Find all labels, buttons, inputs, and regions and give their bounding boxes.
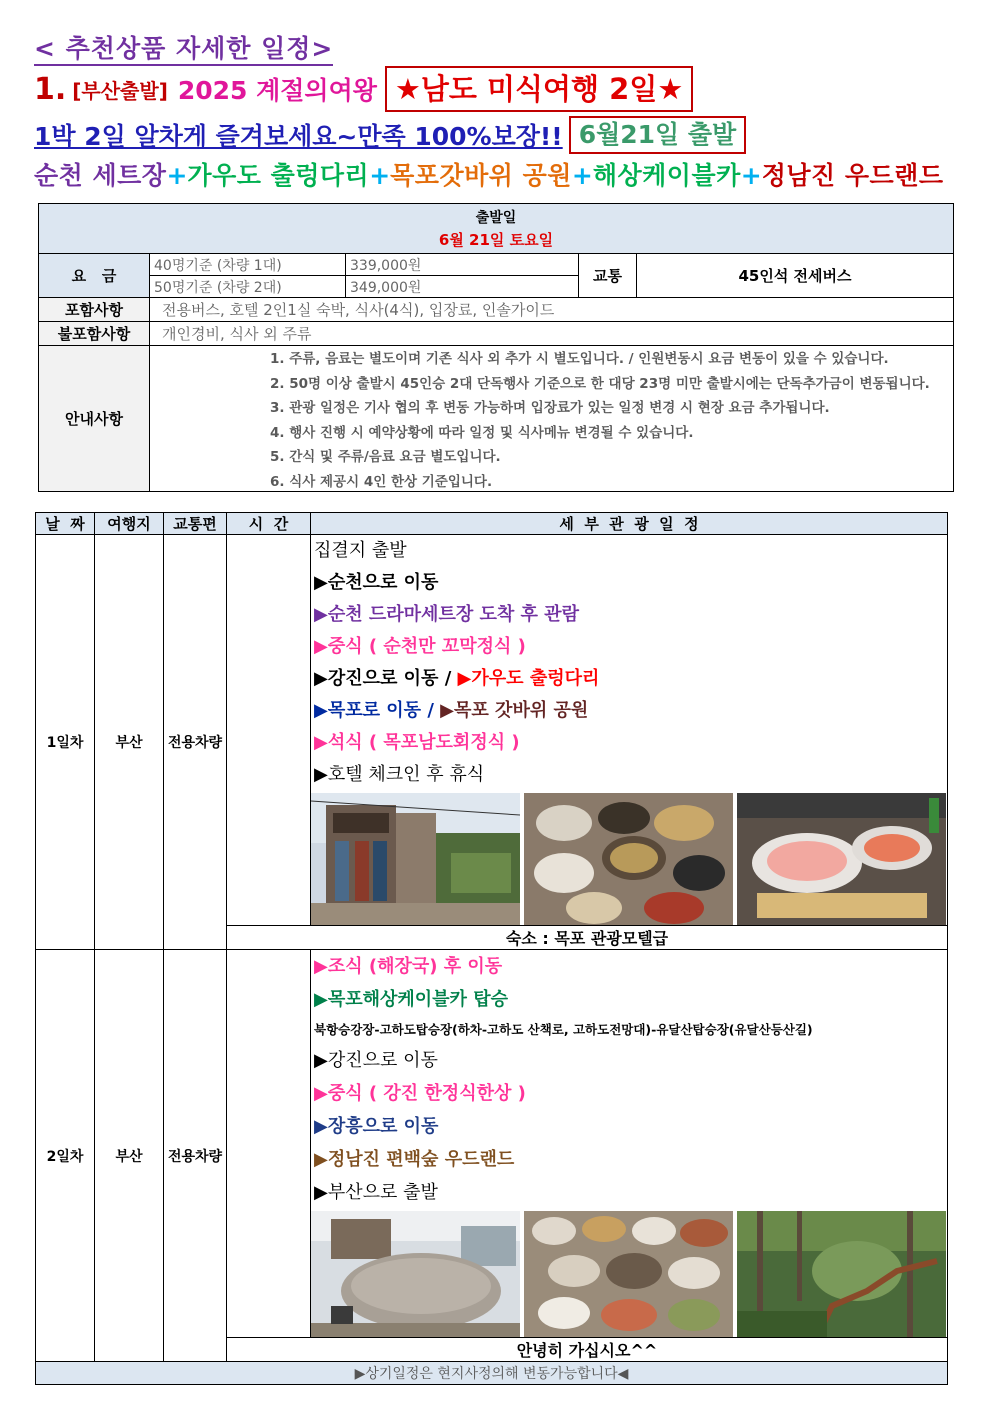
itinerary-text: 순천 드라마세트장 도착 후 관람 (327, 604, 579, 625)
day1-place: 부산 (95, 535, 164, 950)
notice-item: 1. 주류, 음료는 별도이며 기존 식사 외 추가 시 별도입니다. / 인원변동시 요금 변동이 있을 수 있습니다. (270, 351, 889, 367)
highlight-item: 해상케이블카 (592, 161, 741, 190)
cable-car-stone-photo (311, 1211, 520, 1337)
departure-label: 출발일 (475, 209, 517, 226)
itinerary-item (314, 663, 947, 695)
day1-detail (311, 535, 948, 926)
highlight-plus: + (740, 161, 762, 190)
price-label: 요 금 (39, 254, 150, 298)
day1-time (227, 535, 311, 926)
highlight-item: 목포갓바위 공원 (390, 161, 572, 190)
itinerary-text: ▶순천으로 이동 (314, 572, 439, 593)
itinerary-item (314, 1176, 947, 1209)
itinerary-text: ▶강진으로 이동 / (314, 668, 458, 689)
highlights-line (34, 158, 943, 194)
highlight-item: 정남진 우드랜드 (761, 161, 944, 190)
included-label: 포함사항 (39, 298, 150, 322)
year-title: 2025 계절의여왕 (177, 76, 377, 105)
itinerary-item (314, 567, 947, 599)
forest-deck-photo (737, 1211, 946, 1337)
header-place: 여행지 (95, 513, 164, 535)
itinerary-text: ▶조식 (해장국) 후 이동 (314, 956, 503, 977)
title-number: 1. (34, 71, 67, 107)
price-amount-1: 339,000원 (346, 254, 579, 276)
boxed-date: 6월21일 출발 (569, 116, 747, 154)
excluded-label: 불포함사항 (39, 322, 150, 346)
itinerary-item (314, 535, 947, 567)
drama-set-photo (311, 793, 520, 925)
notice-item: 6. 식사 제공시 4인 한상 기준입니다. (270, 473, 493, 490)
day2-date: 2일차 (36, 950, 95, 1362)
itinerary-text: ▶ (314, 604, 328, 625)
header-detail: 세 부 관 광 일 정 (311, 513, 948, 535)
schedule-footer: ▶상기일정은 현지사정의해 변동가능합니다◀ (36, 1362, 948, 1385)
itinerary-text: ▶강진으로 이동 (314, 1050, 438, 1071)
notice-label: 안내사항 (39, 346, 150, 492)
itinerary-item (314, 695, 947, 727)
itinerary-item (314, 950, 947, 983)
tagline: 1박 2일 알차게 즐겨보세요~만족 100%보장!! (34, 122, 563, 151)
day1-transport: 전용차량 (164, 535, 227, 950)
highlight-item: 가우도 출렁다리 (187, 161, 370, 190)
day2-transport: 전용차량 (164, 950, 227, 1362)
day2-time (227, 950, 311, 1338)
itinerary-text: ▶가우도 출렁다리 (457, 668, 600, 689)
excluded-value: 개인경비, 식사 외 주류 (150, 322, 954, 346)
day2-itinerary (311, 950, 947, 1209)
itinerary-item (314, 1110, 947, 1143)
price-basis-1: 40명기준 (차량 1대) (150, 254, 346, 276)
itinerary-item (314, 983, 947, 1016)
itinerary-item (314, 1044, 947, 1077)
title-line (34, 66, 693, 112)
header-transport: 교통편 (164, 513, 227, 535)
day2-detail (311, 950, 948, 1338)
itinerary-text: ▶석식 ( 목포남도회정식 ) (314, 732, 520, 753)
itinerary-text: 집결지 출발 (314, 540, 407, 561)
departure-cell (39, 204, 954, 254)
notice-item: 3. 관광 일정은 기사 협의 후 변동 가능하며 입장료가 있는 일정 변경 시 현장 요금 추가됩니다. (270, 400, 830, 416)
transport-value: 45인석 전세버스 (637, 254, 954, 298)
itinerary-item (314, 727, 947, 759)
schedule-table (35, 512, 948, 1385)
included-value: 전용버스, 호텔 2인1실 숙박, 식사(4식), 입장료, 인솔가이드 (150, 298, 954, 322)
highlight-item: 순천 세트장 (34, 161, 167, 190)
page-subtitle: < 추천상품 자세한 일정> (34, 34, 333, 66)
header-time: 시 간 (227, 513, 311, 535)
itinerary-item (314, 1077, 947, 1110)
notice-list (270, 347, 930, 494)
highlight-plus: + (166, 161, 188, 190)
notice-item: 4. 행사 진행 시 예약상황에 따라 일정 및 식사메뉴 변경될 수 있습니다. (270, 424, 694, 441)
departure-tag: [부산출발] (72, 78, 168, 103)
itinerary-item (314, 759, 947, 791)
notice-item: 5. 간식 및 주류/음료 요금 별도입니다. (270, 449, 501, 465)
day2-farewell: 안녕히 가십시오^^ (227, 1338, 948, 1362)
korean-table-photo (524, 793, 733, 925)
transport-label: 교통 (579, 254, 637, 298)
itinerary-text: ▶중식 ( 순천만 꼬막정식 ) (314, 636, 526, 657)
day2-place: 부산 (95, 950, 164, 1362)
itinerary-text: ▶목포로 이동 / (314, 700, 441, 721)
notice-item: 2. 50명 이상 출발시 45인승 2대 단독행사 기준으로 한 대당 23명 미만 출발시에는 단독추가금이 변동됩니다. (270, 375, 930, 392)
schedule-header-row (36, 513, 948, 535)
price-amount-2: 349,000원 (346, 276, 579, 298)
itinerary-text: ▶장흥으로 이동 (314, 1116, 439, 1137)
itinerary-text: ▶정남진 편백숲 우드랜드 (314, 1149, 515, 1170)
itinerary-item (314, 1016, 947, 1044)
itinerary-item (314, 599, 947, 631)
hanjeongsik-photo (524, 1211, 733, 1337)
itinerary-text: ▶목포 갓바위 공원 (440, 700, 589, 721)
itinerary-text: 북항승강장-고하도탑승장(하차-고하도 산책로, 고하도전망대)-유달산탑승장(유달산등산길) (314, 1022, 813, 1037)
day2-photos (311, 1211, 947, 1337)
price-basis-2: 50명기준 (차량 2대) (150, 276, 346, 298)
day1-itinerary (311, 535, 947, 791)
highlight-plus: + (369, 161, 391, 190)
day1-photos (311, 793, 947, 925)
info-table (38, 203, 954, 492)
day1-date: 1일차 (36, 535, 95, 950)
itinerary-text: ▶부산으로 출발 (314, 1182, 438, 1203)
itinerary-text: ▶중식 ( 강진 한정식한상 ) (314, 1083, 526, 1104)
itinerary-text: ▶목포해상케이블카 탑승 (314, 989, 508, 1010)
highlight-plus: + (571, 161, 593, 190)
header-date: 날 짜 (36, 513, 95, 535)
notice-cell (150, 346, 954, 492)
boxed-title: ★남도 미식여행 2일★ (385, 66, 693, 112)
itinerary-item (314, 631, 947, 663)
tagline-line (34, 116, 746, 154)
itinerary-text: ▶호텔 체크인 후 휴식 (314, 764, 485, 785)
itinerary-item (314, 1143, 947, 1176)
departure-date: 6월 21일 토요일 (438, 230, 554, 249)
sashimi-table-photo (737, 793, 946, 925)
day1-lodging: 숙소 : 목포 관광모텔급 (227, 926, 948, 950)
